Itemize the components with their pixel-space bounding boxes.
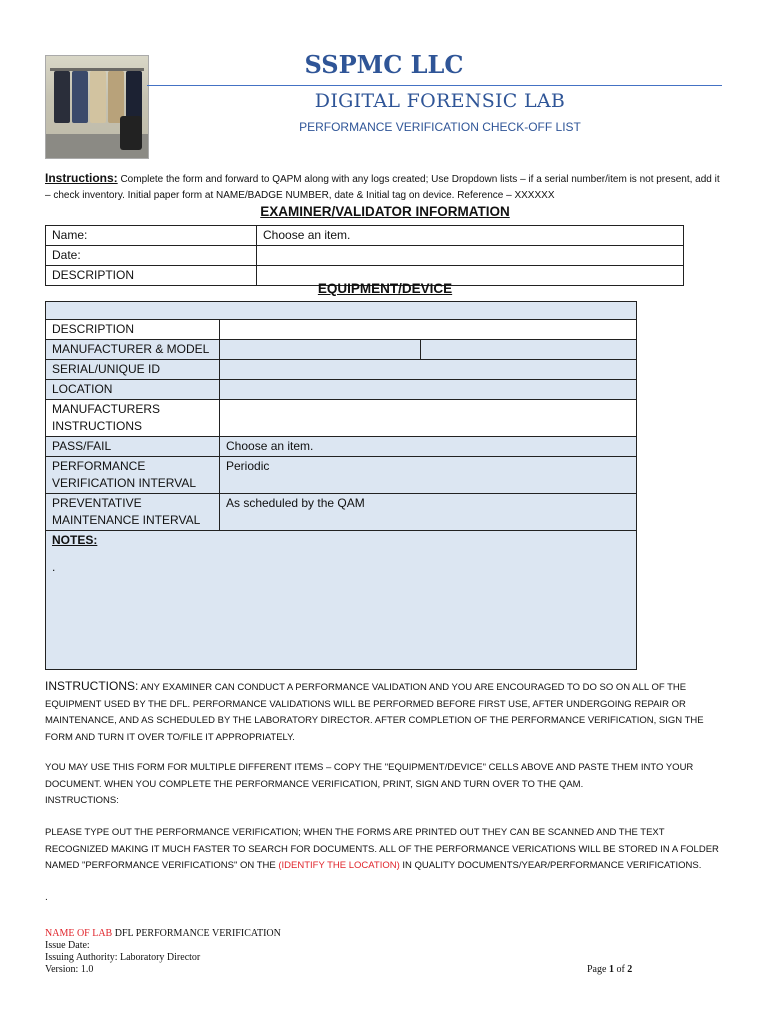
manufacturers-instructions-label: MANUFACTURERS INSTRUCTIONS (46, 400, 220, 437)
instructions-text: Complete the form and forward to QAPM along with any logs created; Use Dropdown lists – if a serial number/item is not present, add it – check inventory. Initial paper form at NAME/BADGE NUMBER, date & Initial tag on device. Reference – XXXXXX (45, 174, 720, 201)
paragraph-1-label: INSTRUCTIONS: (45, 679, 139, 693)
paragraph-3-text-a: PLEASE TYPE OUT THE PERFORMANCE VERIFICATION; WHEN THE FORMS ARE PRINTED OUT THEY CAN BE SCANNED AND THE TEXT RECOGNIZED MAKING IT MUCH FASTER TO SEARCH FOR DOCUMENTS. ALL OF THE PERFORMANCE VERICATIONS WILL BE STORED IN A FOLDER NAMED "PERFORMANCE VERIFICATIONS" ON THE (45, 827, 719, 871)
location-field[interactable] (220, 380, 637, 400)
company-title: SSPMC LLC (304, 50, 464, 79)
notes-text: . (52, 560, 56, 574)
page-prefix: Page (587, 964, 609, 975)
instructions-label: Instructions: (45, 171, 118, 185)
table-row (46, 246, 684, 266)
table-row (46, 457, 637, 494)
form-subtitle: PERFORMANCE VERIFICATION CHECK-OFF LIST (299, 120, 581, 134)
page-number (587, 964, 632, 975)
interval-field[interactable]: Periodic (220, 457, 637, 494)
paragraph-2-text: YOU MAY USE THIS FORM FOR MULTIPLE DIFFERENT ITEMS – COPY THE "EQUIPMENT/DEVICE" CELLS ABOVE AND PASTE THEM INTO YOUR DOCUMENT. WHEN YOU COMPLETE THE PERFORMANCE VERIFICATION, PRINT, SIGN AND TURN OVER TO THE QAM. (45, 762, 694, 790)
paragraph-3-text-b: IN QUALITY DOCUMENTS/YEAR/PERFORMANCE VERIFICATIONS. (399, 860, 702, 871)
model-field[interactable] (421, 340, 637, 360)
manufacturer-label: MANUFACTURER & MODEL (46, 340, 220, 360)
maintenance-label: PREVENTATIVE MAINTENANCE INTERVAL (46, 494, 220, 531)
instructions-paragraph-3 (45, 825, 725, 875)
footer-version: Version: 1.0 (45, 964, 94, 975)
footer-doc-title: DFL PERFORMANCE VERIFICATION (112, 928, 281, 939)
notes-cell[interactable] (46, 531, 637, 670)
date-label: Date: (46, 246, 257, 266)
equipment-top-cell[interactable] (46, 302, 637, 320)
paragraph-2-tail: INSTRUCTIONS: (45, 795, 119, 806)
table-row (46, 340, 637, 360)
table-row (46, 302, 637, 320)
table-row (46, 437, 637, 457)
description-label: DESCRIPTION (46, 320, 220, 340)
pass-fail-label: PASS/FAIL (46, 437, 220, 457)
lab-title: DIGITAL FORENSIC LAB (314, 90, 566, 112)
name-dropdown[interactable]: Choose an item. (257, 226, 684, 246)
footer-authority: Issuing Authority: Laboratory Director (45, 952, 201, 963)
table-row (46, 380, 637, 400)
paragraph-1-text: ANY EXAMINER CAN CONDUCT A PERFORMANCE VALIDATION AND YOU ARE ENCOURAGED TO DO SO ON ALL OF THE EQUIPMENT USED BY THE DFL. PERFORMANCE VALIDATIONS WILL BE PERFORMED BEFORE FIRST USE, AFTER UNDERGOING REPAIR OR MAINTENANCE, AND AS SCHEDULED BY THE LABORATORY DIRECTOR. AFTER COMPLETION OF THE PERFORMANCE VERIFICATION, SIGN THE FORM AND TURN IT OVER TO/FILE IT APPROPRIATELY. (45, 682, 704, 743)
table-row (46, 320, 637, 340)
location-label: LOCATION (46, 380, 220, 400)
serial-field[interactable] (220, 360, 637, 380)
table-row (46, 360, 637, 380)
table-row (46, 226, 684, 246)
serial-label: SERIAL/UNIQUE ID (46, 360, 220, 380)
date-field[interactable] (257, 246, 684, 266)
description-field[interactable] (220, 320, 637, 340)
instructions-paragraph-1 (45, 678, 725, 746)
page-total: 2 (627, 964, 633, 975)
manufacturers-instructions-field[interactable] (220, 400, 637, 437)
equipment-table (45, 301, 637, 670)
footer (45, 928, 281, 976)
equipment-heading: EQUIPMENT/DEVICE (317, 281, 453, 296)
trailing-dot: . (45, 892, 48, 903)
footer-lab-name: NAME OF LAB (45, 928, 113, 939)
identify-location-placeholder: (IDENTIFY THE LOCATION) (278, 860, 400, 871)
pass-fail-dropdown[interactable]: Choose an item. (220, 437, 637, 457)
notes-label: NOTES: (52, 533, 98, 547)
manufacturer-field[interactable] (220, 340, 421, 360)
examiner-description-label: DESCRIPTION (46, 266, 257, 286)
page-current: 1 (608, 964, 614, 975)
table-row (46, 400, 637, 437)
interval-label: PERFORMANCE VERIFICATION INTERVAL (46, 457, 220, 494)
examiner-table (45, 225, 684, 286)
footer-issue-date: Issue Date: (45, 940, 90, 951)
instructions-block (45, 170, 725, 204)
page-of: of (613, 964, 628, 975)
table-row (46, 494, 637, 531)
instructions-paragraph-2 (45, 760, 725, 810)
examiner-heading: EXAMINER/VALIDATOR INFORMATION (260, 204, 510, 219)
maintenance-field[interactable]: As scheduled by the QAM (220, 494, 637, 531)
name-label: Name: (46, 226, 257, 246)
table-row (46, 531, 637, 670)
header-rule (147, 85, 722, 86)
